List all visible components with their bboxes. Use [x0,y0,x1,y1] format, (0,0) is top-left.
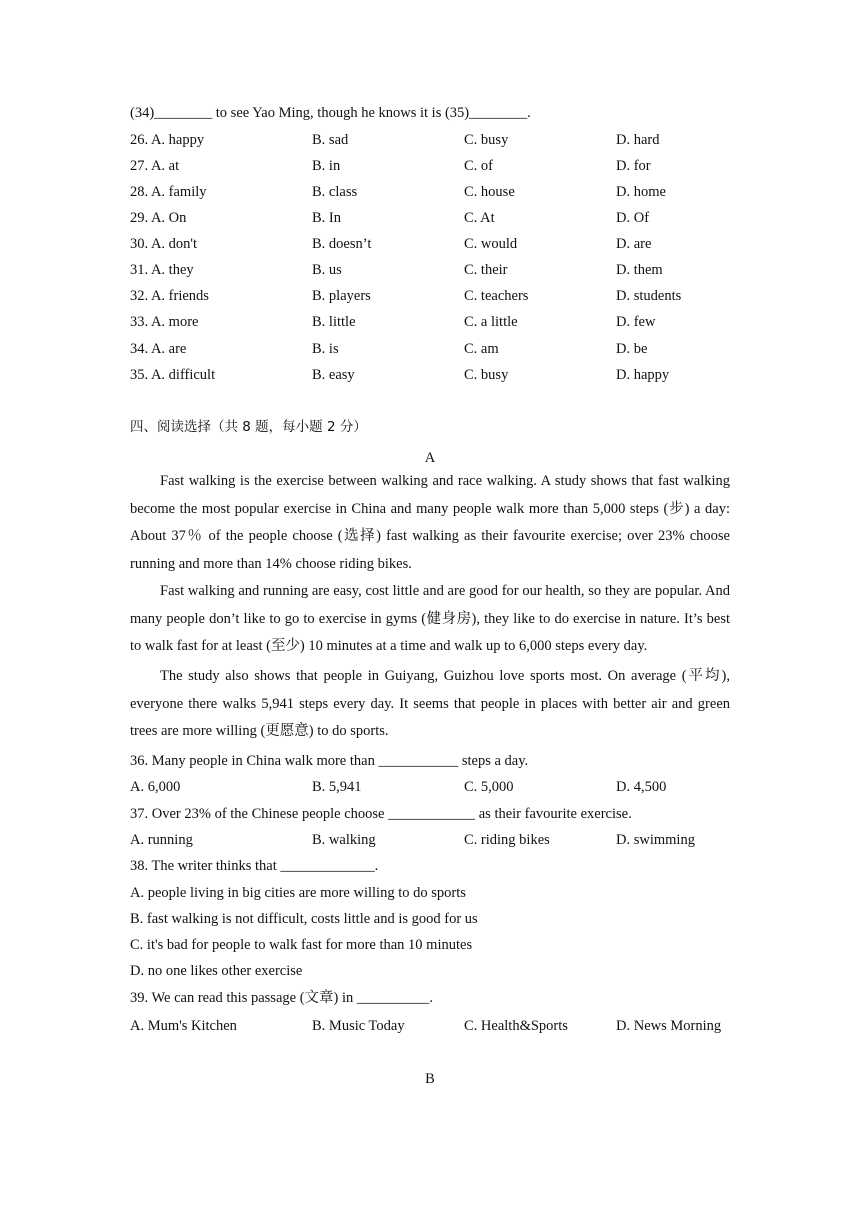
option-d: D. are [616,236,652,252]
question-38-option-a: A. people living in big cities are more willing to do sports [130,885,466,901]
option-a: A. Mum's Kitchen [130,1018,237,1034]
option-d: D. for [616,158,651,174]
option-a: 27. A. at [130,158,180,174]
option-d: D. hard [616,132,660,148]
option-b: B. easy [312,367,355,383]
option-c: C. would [464,236,518,252]
section-heading: 四、阅读选择（共 8 题，每小题 2 分） [130,419,367,435]
option-a: A. running [130,832,193,848]
option-d: D. be [616,341,648,357]
question-38-option-b: B. fast walking is not difficult, costs little and is good for us [130,911,478,927]
option-a: 35. A. difficult [130,367,216,383]
question-38-stem: 38. The writer thinks that _____________. [130,858,379,874]
option-b: B. little [312,314,356,330]
option-a: 32. A. friends [130,288,209,304]
option-d: D. them [616,262,663,278]
option-d: D. students [616,288,682,304]
passage-a-label: A [424,450,436,466]
option-c: C. Health&Sports [464,1018,568,1034]
option-c: C. a little [464,314,518,330]
option-a: 29. A. On [130,210,187,226]
question-37-stem: 37. Over 23% of the Chinese people choose ____________ as their favourite exercise. [130,806,632,822]
option-a: 33. A. more [130,314,199,330]
option-a: 34. A. are [130,341,187,357]
option-b: B. In [312,210,341,226]
option-c: C. their [464,262,508,278]
option-d: D. home [616,184,666,200]
option-c: C. riding bikes [464,832,550,848]
option-b: B. is [312,341,339,357]
question-36-stem: 36. Many people in China walk more than ___________ steps a day. [130,753,529,769]
option-b: B. us [312,262,342,278]
option-a: A. 6,000 [130,779,181,795]
option-c: C. of [464,158,493,174]
option-a: 26. A. happy [130,132,205,148]
option-b: B. Music Today [312,1018,405,1034]
option-c: C. am [464,341,499,357]
option-b: B. sad [312,132,349,148]
question-39-stem: 39. We can read this passage (文章) in __________. [130,990,433,1006]
cloze-continuation-line: (34)________ to see Yao Ming, though he knows it is (35)________. [130,105,531,121]
option-b: B. class [312,184,358,200]
option-d: D. swimming [616,832,695,848]
option-a: 28. A. family [130,184,207,200]
passage-a-paragraph-1: Fast walking is the exercise between walking and race walking. A study shows that fast walking become the most popular exercise in China and many people walk more than 5,000 steps (步) a day: About 37％ of the people choose (选择) fast walking as their favourite exercise; over 23% choose running and more than 14% choose riding bikes. [130,473,730,572]
option-b: B. players [312,288,371,304]
option-b: B. doesn’t [312,236,372,252]
option-b: B. 5,941 [312,779,362,795]
option-c: C. busy [464,132,509,148]
passage-b-label: B [425,1071,435,1087]
option-b: B. in [312,158,341,174]
option-d: D. few [616,314,656,330]
option-d: D. happy [616,367,670,383]
option-a: 30. A. don't [130,236,198,252]
option-c: C. busy [464,367,509,383]
passage-a-paragraph-2: Fast walking and running are easy, cost little and are good for our health, so they are popular. And many people don’t like to go to exercise in gyms (健身房), they like to do exercise in nature. It’s best to walk fast for at least (至少) 10 minutes at a time and walk up to 6,000 steps every day. [130,583,730,654]
option-c: C. teachers [464,288,529,304]
question-38-option-c: C. it's bad for people to walk fast for more than 10 minutes [130,937,473,953]
option-a: 31. A. they [130,262,194,278]
question-38-option-d: D. no one likes other exercise [130,963,303,979]
option-c: C. 5,000 [464,779,514,795]
option-d: D. News Morning [616,1018,722,1034]
passage-a-paragraph-3: The study also shows that people in Guiyang, Guizhou love sports most. On average (平均), everyone there walks 5,941 steps every day. It seems that people in places with better air and green trees are more willing (更愿意) to do sports. [130,668,730,739]
option-c: C. house [464,184,515,200]
option-d: D. 4,500 [616,779,667,795]
option-d: D. Of [616,210,650,226]
option-b: B. walking [312,832,376,848]
option-c: C. At [464,210,495,226]
